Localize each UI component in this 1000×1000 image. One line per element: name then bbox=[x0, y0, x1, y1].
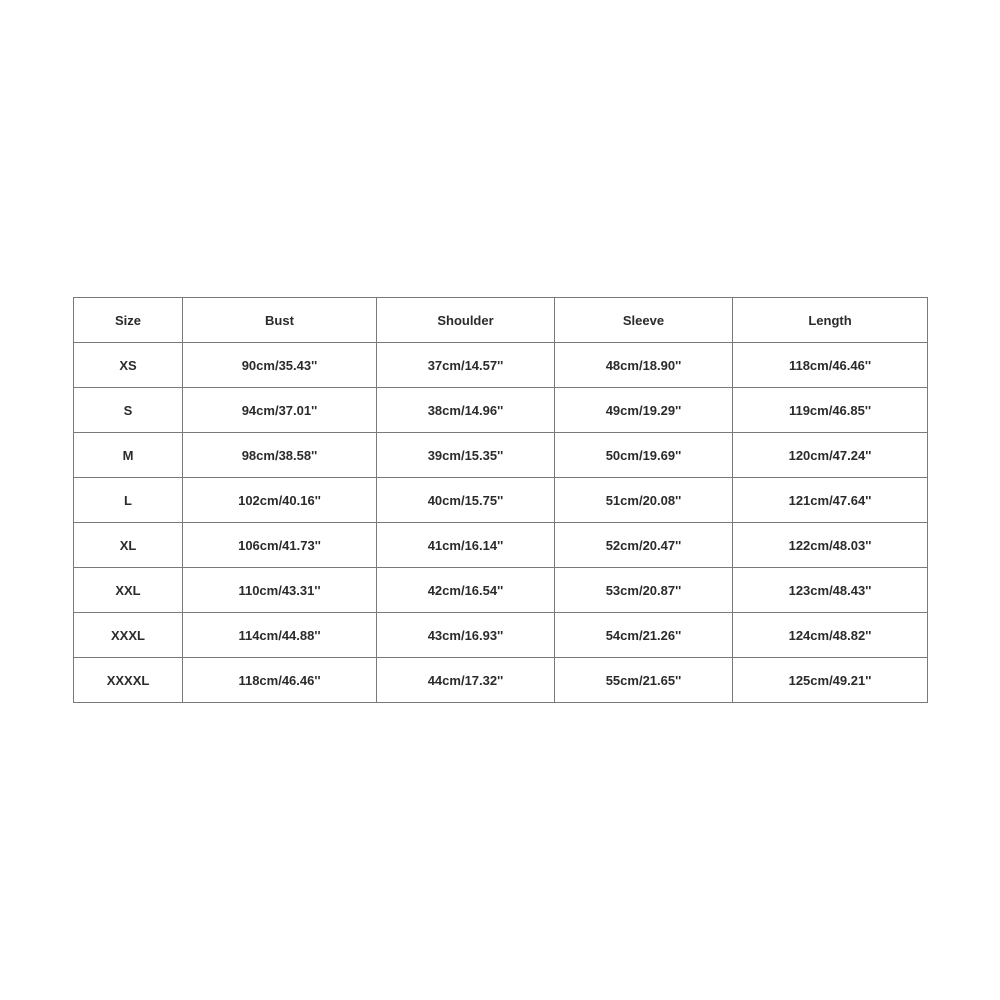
cell-shoulder: 38cm/14.96'' bbox=[377, 388, 555, 433]
table-header bbox=[74, 298, 928, 343]
cell-length: 123cm/48.43'' bbox=[733, 568, 928, 613]
cell-shoulder: 40cm/15.75'' bbox=[377, 478, 555, 523]
cell-bust: 94cm/37.01'' bbox=[183, 388, 377, 433]
cell-sleeve: 54cm/21.26'' bbox=[555, 613, 733, 658]
header-size: Size bbox=[74, 298, 183, 343]
header-row bbox=[74, 298, 928, 343]
cell-length: 124cm/48.82'' bbox=[733, 613, 928, 658]
table-row bbox=[74, 478, 928, 523]
cell-shoulder: 41cm/16.14'' bbox=[377, 523, 555, 568]
cell-sleeve: 53cm/20.87'' bbox=[555, 568, 733, 613]
cell-size: XL bbox=[74, 523, 183, 568]
cell-sleeve: 52cm/20.47'' bbox=[555, 523, 733, 568]
cell-bust: 102cm/40.16'' bbox=[183, 478, 377, 523]
cell-sleeve: 49cm/19.29'' bbox=[555, 388, 733, 433]
cell-bust: 110cm/43.31'' bbox=[183, 568, 377, 613]
cell-sleeve: 50cm/19.69'' bbox=[555, 433, 733, 478]
table-row bbox=[74, 523, 928, 568]
cell-size: XXXL bbox=[74, 613, 183, 658]
cell-bust: 98cm/38.58'' bbox=[183, 433, 377, 478]
cell-size: XS bbox=[74, 343, 183, 388]
header-bust: Bust bbox=[183, 298, 377, 343]
cell-bust: 90cm/35.43'' bbox=[183, 343, 377, 388]
table-row bbox=[74, 613, 928, 658]
cell-shoulder: 42cm/16.54'' bbox=[377, 568, 555, 613]
cell-size: S bbox=[74, 388, 183, 433]
cell-size: XXL bbox=[74, 568, 183, 613]
cell-bust: 114cm/44.88'' bbox=[183, 613, 377, 658]
header-sleeve: Sleeve bbox=[555, 298, 733, 343]
cell-sleeve: 48cm/18.90'' bbox=[555, 343, 733, 388]
cell-length: 125cm/49.21'' bbox=[733, 658, 928, 703]
cell-size: XXXXL bbox=[74, 658, 183, 703]
cell-length: 121cm/47.64'' bbox=[733, 478, 928, 523]
cell-shoulder: 43cm/16.93'' bbox=[377, 613, 555, 658]
header-length: Length bbox=[733, 298, 928, 343]
cell-size: M bbox=[74, 433, 183, 478]
size-chart-table bbox=[73, 297, 928, 703]
cell-sleeve: 55cm/21.65'' bbox=[555, 658, 733, 703]
cell-shoulder: 37cm/14.57'' bbox=[377, 343, 555, 388]
cell-bust: 118cm/46.46'' bbox=[183, 658, 377, 703]
table-row bbox=[74, 658, 928, 703]
cell-length: 118cm/46.46'' bbox=[733, 343, 928, 388]
cell-length: 120cm/47.24'' bbox=[733, 433, 928, 478]
cell-sleeve: 51cm/20.08'' bbox=[555, 478, 733, 523]
cell-length: 119cm/46.85'' bbox=[733, 388, 928, 433]
cell-length: 122cm/48.03'' bbox=[733, 523, 928, 568]
table-row bbox=[74, 388, 928, 433]
cell-shoulder: 44cm/17.32'' bbox=[377, 658, 555, 703]
cell-bust: 106cm/41.73'' bbox=[183, 523, 377, 568]
table-row bbox=[74, 433, 928, 478]
table-body bbox=[74, 343, 928, 703]
cell-size: L bbox=[74, 478, 183, 523]
table-row bbox=[74, 568, 928, 613]
table-row bbox=[74, 343, 928, 388]
cell-shoulder: 39cm/15.35'' bbox=[377, 433, 555, 478]
header-shoulder: Shoulder bbox=[377, 298, 555, 343]
